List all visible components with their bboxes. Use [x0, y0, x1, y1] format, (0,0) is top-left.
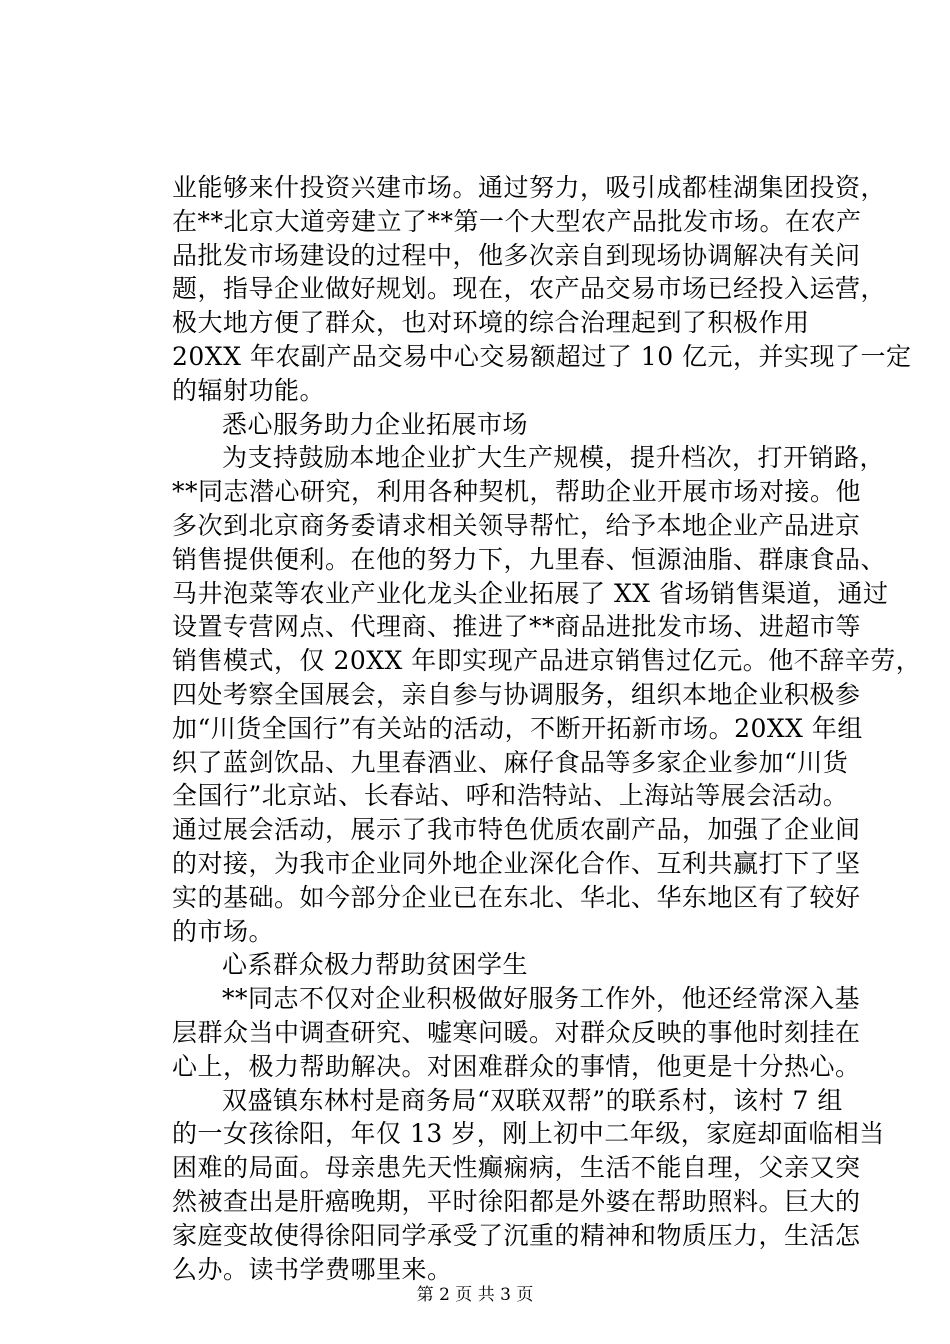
paragraph-line: 设置专营网点、代理商、推进了**商品进批发市场、进超市等	[172, 612, 862, 642]
paragraph-line: 实的基础。如今部分企业已在东北、华北、华东地区有了较好	[172, 882, 861, 912]
section-heading: 心系群众极力帮助贫困学生	[222, 950, 529, 980]
paragraph-line: 困难的局面。母亲患先天性癫痫病，生活不能自理，父亲又突	[172, 1153, 861, 1183]
paragraph-line: 然被查出是肝癌晚期，平时徐阳都是外婆在帮助照料。巨大的	[172, 1187, 861, 1216]
section-heading: 悉心服务助力企业拓展市场	[222, 409, 529, 439]
page-footer: 第 2 页 共 3 页	[416, 1285, 534, 1305]
paragraph-line: 业能够来什投资兴建市场。通过努力，吸引成都桂湖集团投资，	[172, 173, 887, 202]
paragraph-line: 通过展会活动，展示了我市特色优质农副产品，加强了企业间	[172, 815, 861, 845]
paragraph-line: 双盛镇东林村是商务局“双联双帮”的联系村，该村 7 组	[222, 1085, 843, 1115]
paragraph-line: 题，指导企业做好规划。现在，农产品交易市场已经投入运营，	[172, 274, 887, 304]
paragraph-line: 马井泡菜等农业产业化龙头企业拓展了 XX 省场销售渠道，通过	[172, 578, 889, 608]
paragraph-line: 心上，极力帮助解决。对困难群众的事情，他更是十分热心。	[172, 1051, 861, 1081]
paragraph-line: 销售提供便利。在他的努力下，九里春、恒源油脂、群康食品、	[172, 544, 887, 574]
paragraph-line: 为支持鼓励本地企业扩大生产规模，提升档次，打开销路，	[222, 443, 886, 473]
paragraph-line: 家庭变故使得徐阳同学承受了沉重的精神和物质压力，生活怎	[172, 1220, 861, 1250]
paragraph-line: **同志不仅对企业积极做好服务工作外，他还经常深入基	[222, 984, 861, 1014]
paragraph-line: 销售模式，仅 20XX 年即实现产品进京销售过亿元。他不辞辛劳，	[172, 646, 922, 676]
paragraph-line: 的辐射功能。	[172, 375, 326, 405]
paragraph-line: 多次到北京商务委请求相关领导帮忙，给予本地企业产品进京	[172, 511, 861, 540]
paragraph-line: 的一女孩徐阳，年仅 13 岁，刚上初中二年级，家庭却面临相当	[172, 1119, 885, 1149]
paragraph-line: 织了蓝剑饮品、九里春酒业、麻仔食品等多家企业参加“川货	[172, 747, 849, 777]
paragraph-line: 全国行”北京站、长春站、呼和浩特站、上海站等展会活动。	[172, 781, 849, 811]
paragraph-line: 么办。读书学费哪里来。	[172, 1254, 453, 1284]
paragraph-line: 20XX 年农副产品交易中心交易额超过了 10 亿元，并实现了一定	[172, 342, 912, 371]
paragraph-line: 的对接，为我市企业同外地企业深化合作、互利共赢打下了坚	[172, 849, 861, 878]
paragraph-line: 加“川货全国行”有关站的活动，不断开拓新市场。20XX 年组	[172, 713, 863, 743]
paragraph-line: 层群众当中调查研究、嘘寒问暖。对群众反映的事他时刻挂在	[172, 1018, 861, 1047]
paragraph-line: 品批发市场建设的过程中，他多次亲自到现场协调解决有关问	[172, 240, 861, 270]
paragraph-line: 的市场。	[172, 916, 275, 946]
paragraph-line: 四处考察全国展会，亲自参与协调服务，组织本地企业积极参	[172, 680, 861, 709]
paragraph-line: **同志潜心研究，利用各种契机，帮助企业开展市场对接。他	[172, 477, 862, 507]
paragraph-line: 极大地方便了群众，也对环境的综合治理起到了积极作用	[172, 308, 810, 338]
paragraph-line: 在**北京大道旁建立了**第一个大型农产品批发市场。在农产	[172, 206, 862, 236]
